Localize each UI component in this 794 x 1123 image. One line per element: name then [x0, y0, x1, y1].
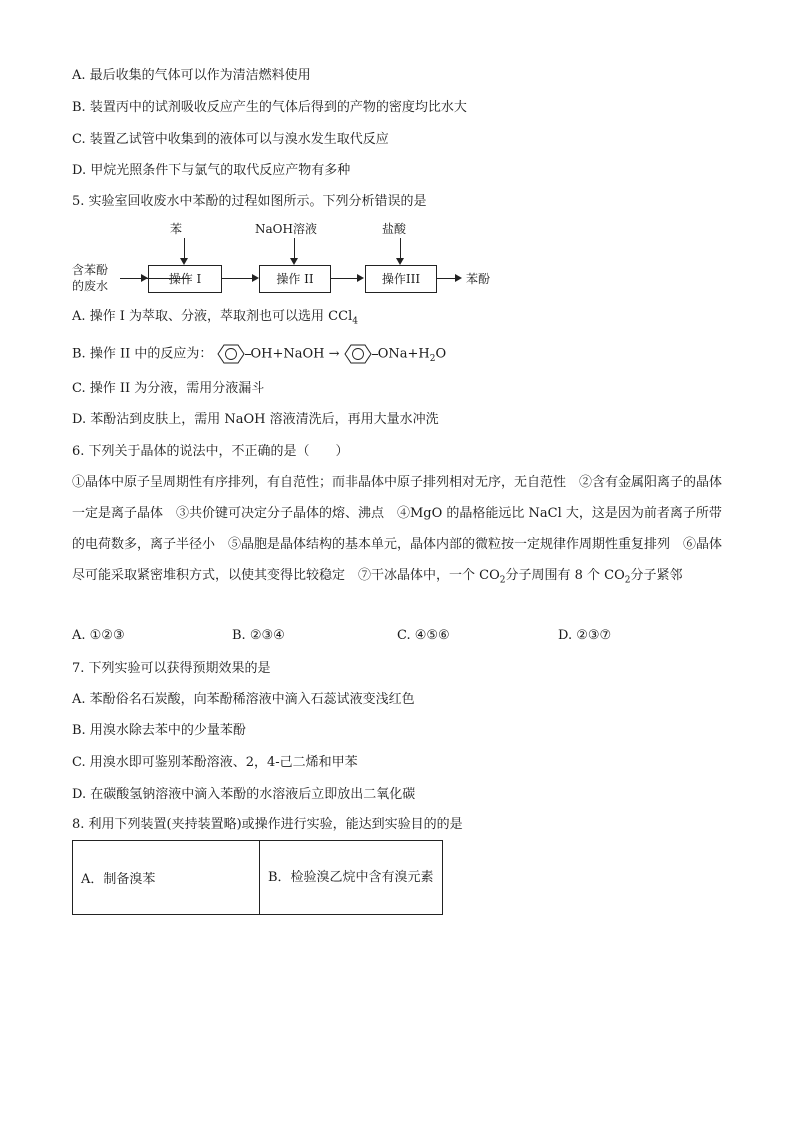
q7-option-b: B. 用溴水除去苯中的少量苯酚 [72, 723, 246, 738]
flow-reagent2: NaOH溶液 [255, 222, 317, 236]
flow-arrow-3 [331, 278, 357, 279]
q8-stem: 8. 利用下列装置(夹持装置略)或操作进行实验，能达到实验目的的是 [72, 817, 463, 832]
table-row [73, 841, 443, 915]
q5-option-a [72, 308, 358, 331]
flow-arrow-4 [437, 278, 455, 279]
q5-option-a-text: A. 操作 I 为萃取、分液，萃取剂也可以选用 CCl [72, 309, 353, 324]
q5-option-b-sub: 2 [429, 354, 436, 365]
flow-arrowhead-down-3 [396, 258, 404, 265]
flow-input-line1: 含苯酚 [72, 263, 109, 277]
q5-option-b-end: O [435, 346, 447, 362]
flow-reagent3: 盐酸 [382, 222, 407, 236]
q6-option-d: D. ②③⑦ [558, 628, 612, 643]
benzene-ring-icon [344, 343, 372, 365]
q6-body-part3: 分子紧邻 [630, 568, 683, 583]
flow-arrowhead-3 [357, 274, 364, 282]
flow-arrowhead-1 [141, 274, 148, 282]
flow-arrowhead-down-1 [180, 258, 188, 265]
q7-option-a: A. 苯酚俗名石炭酸，向苯酚稀溶液中滴入石蕊试液变浅红色 [72, 692, 415, 707]
q7-stem: 7. 下列实验可以获得预期效果的是 [72, 661, 271, 676]
flow-down-1 [184, 238, 185, 258]
q4-option-c: C. 装置乙试管中收集到的液体可以与溴水发生取代反应 [72, 132, 389, 147]
flow-arrowhead-4 [455, 274, 462, 282]
q5-option-c: C. 操作 II 为分液，需用分液漏斗 [72, 381, 265, 396]
q6-option-c: C. ④⑤⑥ [397, 628, 450, 643]
q4-option-d: D. 甲烷光照条件下与氯气的取代反应产物有多种 [72, 163, 351, 178]
q6-body-part1: ①晶体中原子呈周期性有序排列，有自范性；而非晶体中原子排列相对无序，无自范性 ②含有金属阳离子的晶体一定是离子晶体 ③共价键可决定分子晶体的熔、沸点 ④MgO 的晶格能远比 NaCl 大，这是因为前者离子所带的电荷数多，离子半径小 ⑤晶胞是晶体结构的基本单元，晶体内部的微粒按一定规律作周期性重复排列 ⑥晶体尽可能采取紧密堆积方式，以使其变得比较稳定 ⑦干冰晶体中，一个 CO [72, 475, 723, 583]
flow-reagent1: 苯 [170, 222, 183, 236]
q5-option-b-mid2: ONa+H [377, 346, 430, 362]
q6-body-part2: 分子周围有 8 个 CO [505, 568, 625, 583]
flow-op1-box: 操作 I [148, 265, 222, 293]
flow-arrowhead-2 [252, 274, 259, 282]
q5-option-b-mid1: OH+NaOH → [250, 346, 340, 362]
q5-option-b [72, 343, 446, 368]
q7-option-c: C. 用溴水即可鉴别苯酚溶液、2，4-己二烯和甲苯 [72, 755, 358, 770]
benzene-ring-icon [217, 343, 245, 365]
q4-option-b: B. 装置丙中的试剂吸收反应产生的气体后得到的产物的密度均比水大 [72, 100, 467, 115]
q8-table [72, 840, 443, 915]
flow-down-2 [294, 238, 295, 258]
flow-down-3 [400, 238, 401, 258]
q6-body-sub2: 2 [624, 575, 631, 586]
q6-body-sub1: 2 [499, 575, 506, 586]
q6-option-a: A. ①②③ [72, 628, 125, 643]
q5-stem: 5. 实验室回收废水中苯酚的过程如图所示。下列分析错误的是 [72, 194, 427, 209]
q4-option-a: A. 最后收集的气体可以作为清洁燃料使用 [72, 68, 311, 83]
flow-op2-box: 操作 II [259, 265, 331, 293]
flow-arrowhead-down-2 [290, 258, 298, 265]
q7-option-d: D. 在碳酸氢钠溶液中滴入苯酚的水溶液后立即放出二氧化碳 [72, 787, 416, 802]
flow-input-line2: 的废水 [72, 279, 109, 293]
q6-stem: 6. 下列关于晶体的说法中，不正确的是（ ） [72, 444, 349, 459]
q5-option-a-sub: 4 [352, 316, 358, 327]
q5-option-b-prefix: B. 操作 II 中的反应为： [72, 346, 213, 362]
q5-flow-diagram [70, 220, 510, 300]
q6-body [72, 467, 732, 597]
q6-option-b: B. ②③④ [232, 628, 285, 643]
q6-options [72, 628, 732, 648]
q8-cell-a: A．制备溴苯 [73, 841, 260, 915]
flow-output: 苯酚 [466, 272, 491, 286]
flow-op3-box: 操作III [365, 265, 437, 293]
q8-cell-b: B．检验溴乙烷中含有溴元素 [260, 841, 443, 915]
q5-option-d: D. 苯酚沾到皮肤上，需用 NaOH 溶液清洗后，再用大量水冲洗 [72, 412, 439, 427]
flow-arrow-2 [222, 278, 252, 279]
flow-input-label [72, 262, 108, 294]
